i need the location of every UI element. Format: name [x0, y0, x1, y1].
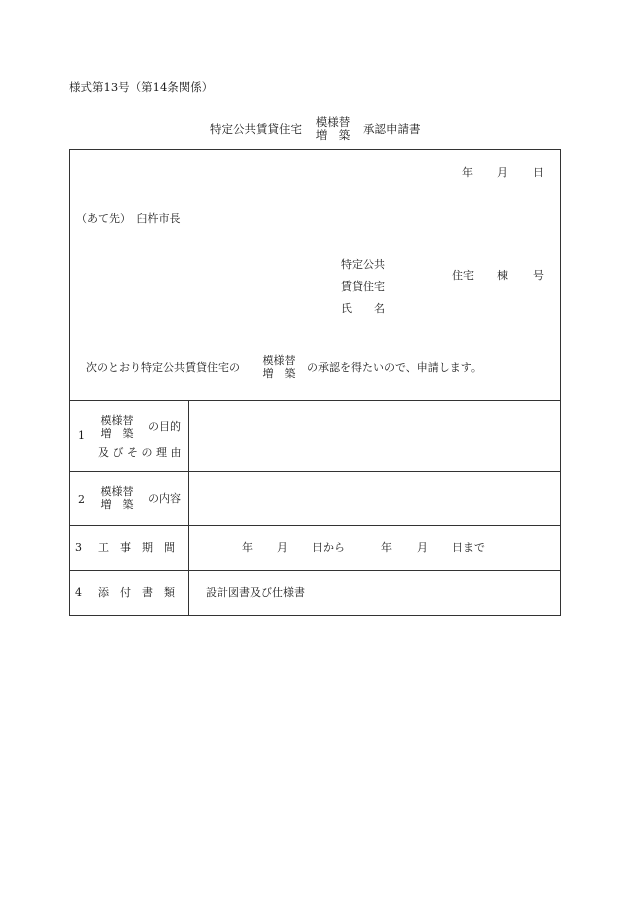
- request-sentence-prefix: 次のとおり特定公共賃貸住宅の: [86, 361, 240, 374]
- row-3-label: 工 事 期 間: [98, 541, 175, 554]
- request-alt-remodel: 模様替: [262, 354, 296, 367]
- period-start-month: 月: [277, 541, 288, 554]
- title-prefix: 特定公共賃貸住宅: [210, 122, 302, 136]
- date-month: 月: [497, 166, 508, 179]
- row-1-line3: 及 び そ の 理 由: [98, 446, 182, 459]
- period-end-year: 年: [381, 541, 392, 554]
- addressee: （あて先） 臼杵市長: [76, 212, 181, 225]
- date-day: 日: [533, 166, 544, 179]
- request-sentence-suffix: の承認を得たいので、申請します。: [307, 361, 482, 374]
- row-2-alt-remodel: 模様替: [100, 485, 134, 498]
- title-alternatives: [314, 116, 352, 142]
- row-1-alt-remodel: 模様替: [100, 414, 134, 427]
- applicant-label-line2: 賃貸住宅: [341, 280, 385, 293]
- row-2-alternatives: [97, 485, 137, 511]
- row-2-alt-extension: 増 築: [100, 498, 134, 511]
- applicant-label-line1: 特定公共: [341, 258, 385, 271]
- period-start-day: 日から: [312, 541, 345, 554]
- row-1-alt-extension: 増 築: [100, 427, 134, 440]
- date-year: 年: [462, 166, 473, 179]
- residence-label: 住宅: [452, 269, 474, 282]
- applicant-name-label: 氏 名: [341, 302, 385, 315]
- form-number: 様式第13号（第14条関係）: [69, 80, 214, 94]
- row-1-number: 1: [78, 429, 85, 442]
- room-label: 号: [533, 269, 544, 282]
- title-alt-extension: 増 築: [315, 128, 351, 142]
- row-4-value: 設計図書及び仕様書: [206, 586, 305, 599]
- row-2-suffix: の内容: [148, 492, 181, 505]
- title-alt-remodel: 模様替: [315, 115, 351, 129]
- request-sentence-alternatives: [259, 354, 299, 380]
- row-4-number: 4: [75, 586, 82, 599]
- period-end-day: 日まで: [452, 541, 485, 554]
- request-alt-extension: 増 築: [262, 367, 296, 380]
- period-start-year: 年: [242, 541, 253, 554]
- building-label: 棟: [497, 269, 508, 282]
- row-1-alternatives: [97, 414, 137, 440]
- row-1-suffix: の目的: [148, 420, 181, 433]
- row-4-label: 添 付 書 類: [98, 586, 175, 599]
- title-suffix: 承認申請書: [363, 122, 421, 136]
- period-end-month: 月: [417, 541, 428, 554]
- row-2-number: 2: [78, 493, 85, 506]
- row-3-number: 3: [75, 541, 82, 554]
